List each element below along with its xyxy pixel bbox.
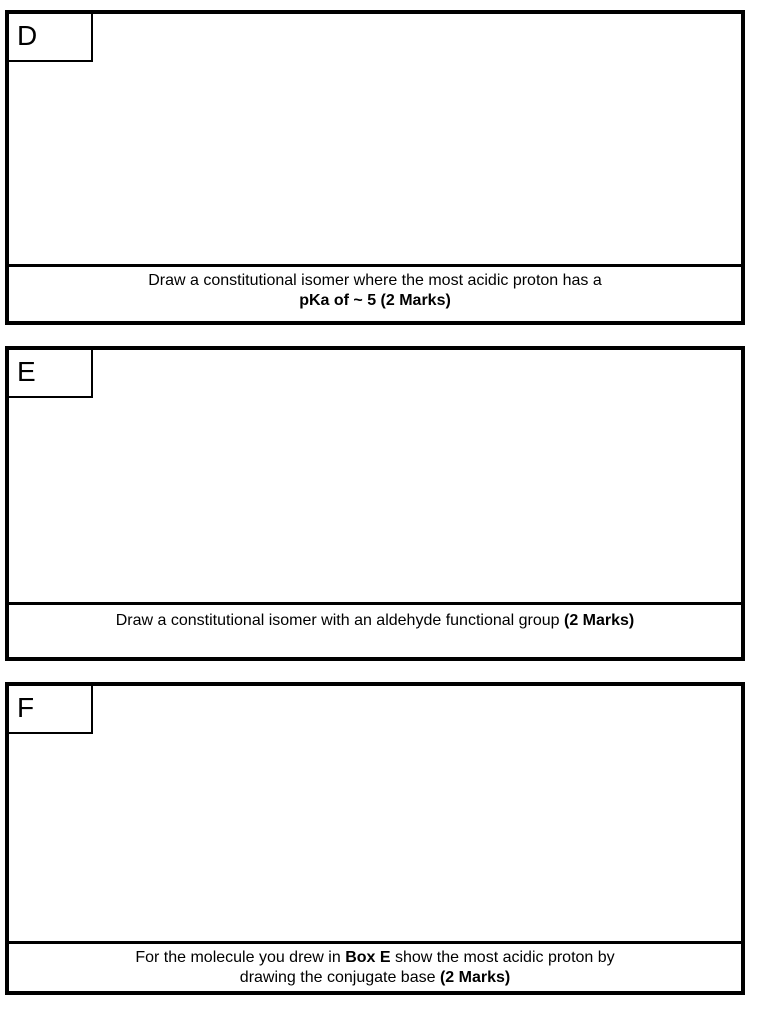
answer-box-d[interactable] [5, 10, 745, 325]
box-e-caption-text: Draw a constitutional isomer with an aldehyde functional group [115, 612, 564, 629]
box-e-caption-marks: (2 Marks) [564, 612, 635, 629]
box-d-caption [9, 264, 741, 321]
box-e-caption [9, 602, 741, 657]
box-label-f: F [9, 686, 93, 734]
box-f-caption-marks: (2 Marks) [439, 969, 511, 986]
box-f-caption-pre: For the molecule you drew in [135, 949, 346, 966]
box-f-caption-ref: Box E [345, 949, 391, 966]
box-d-caption-text: Draw a constitutional isomer where the most acidic proton has a [148, 272, 602, 289]
box-f-caption-post: show the most acidic proton by [390, 949, 615, 966]
answer-box-e[interactable] [5, 346, 745, 661]
box-f-caption [9, 941, 741, 991]
box-label-e: E [9, 350, 93, 398]
answer-box-f[interactable] [5, 682, 745, 995]
box-f-caption-line2: drawing the conjugate base [239, 969, 440, 986]
box-label-d: D [9, 14, 93, 62]
box-d-caption-bold: pKa of ~ 5 (2 Marks) [299, 292, 451, 309]
